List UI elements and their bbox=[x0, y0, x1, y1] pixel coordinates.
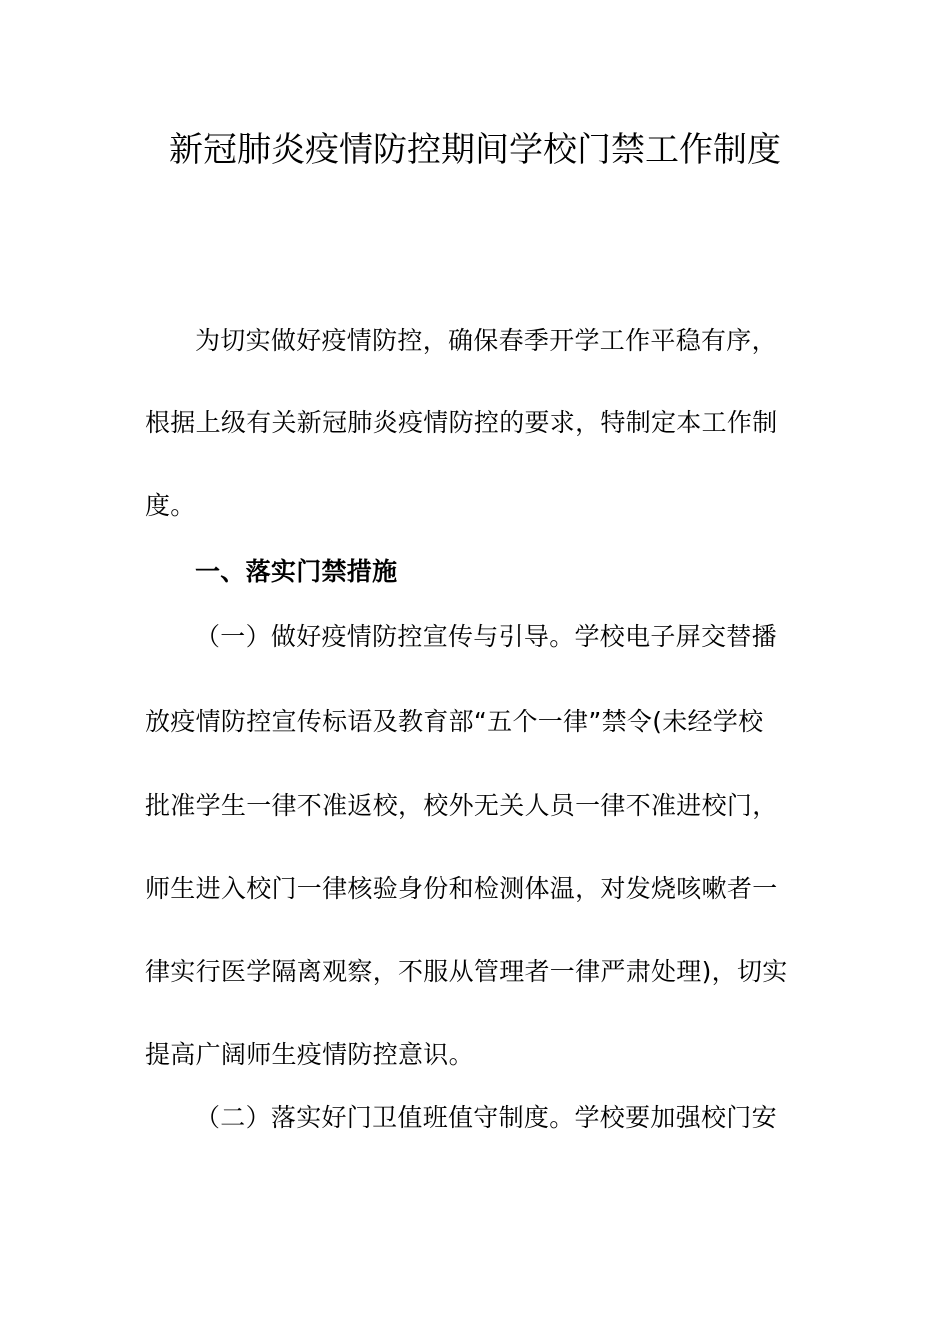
paragraph-line: 师生进入校门一律核验身份和检测体温，对发烧咳嗽者一 bbox=[145, 874, 778, 903]
paragraph-line: 根据上级有关新冠肺炎疫情防控的要求，特制定本工作制 bbox=[145, 408, 778, 437]
paragraph-line: 律实行医学隔离观察，不服从管理者一律严肃处理)，切实 bbox=[145, 957, 788, 986]
paragraph-line: 度。 bbox=[145, 491, 196, 520]
paragraph-line: （一）做好疫情防控宣传与引导。学校电子屏交替播 bbox=[195, 622, 777, 651]
section-heading: 一、落实门禁措施 bbox=[195, 557, 398, 586]
paragraph-line: 提高广阔师生疫情防控意识。 bbox=[145, 1040, 474, 1069]
document-title: 新冠肺炎疫情防控期间学校门禁工作制度 bbox=[169, 130, 781, 170]
paragraph-line: （二）落实好门卫值班值守制度。学校要加强校门安 bbox=[195, 1103, 777, 1132]
paragraph-line: 批准学生一律不准返校，校外无关人员一律不准进校门， bbox=[145, 791, 778, 820]
paragraph-line: 放疫情防控宣传标语及教育部“五个一律”禁令(未经学校 bbox=[145, 707, 764, 736]
paragraph-line: 为切实做好疫情防控，确保春季开学工作平稳有序， bbox=[195, 326, 777, 355]
